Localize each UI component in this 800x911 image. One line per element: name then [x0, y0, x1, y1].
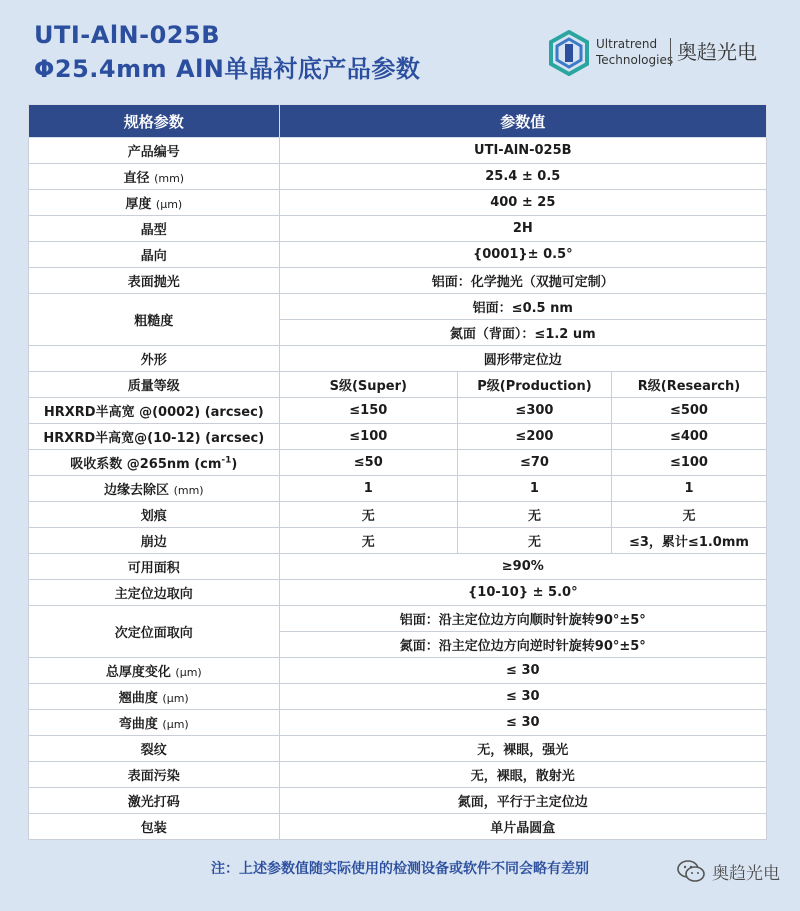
table-row — [29, 398, 767, 424]
row-value: 无，裸眼，散射光 — [279, 762, 766, 788]
wechat-icon — [676, 858, 706, 884]
table-row — [29, 424, 767, 450]
row-label: 吸收系数 @265nm $(cm^{-1})$ — [29, 450, 280, 476]
table-row — [29, 814, 767, 840]
row-value: 圆形带定位边 — [279, 346, 766, 372]
row-value: {10-10} ± 5.0° — [279, 580, 766, 606]
row-label: 可用面积 — [29, 554, 280, 580]
row-value: 铝面：沿主定位边方向顺时针旋转90°±5° — [279, 606, 766, 632]
table-row — [29, 372, 767, 398]
row-label: 激光打码 — [29, 788, 280, 814]
row-value: 铝面：化学抛光（双抛可定制） — [279, 268, 766, 294]
row-value: 氮面：沿主定位边方向逆时针旋转90°±5° — [279, 632, 766, 658]
wechat-watermark — [676, 858, 780, 884]
row-label: 主定位边取向 — [29, 580, 280, 606]
value-r: ≤400 — [611, 424, 766, 450]
row-label: 厚度 (μm) — [29, 190, 280, 216]
table-row — [29, 554, 767, 580]
row-value: ≤ 30 — [279, 710, 766, 736]
value-p: 无 — [457, 528, 611, 554]
table-row — [29, 190, 767, 216]
row-label: 边缘去除区 (mm) — [29, 476, 280, 502]
table-row — [29, 346, 767, 372]
row-label: 直径 (mm) — [29, 164, 280, 190]
value-r: 无 — [611, 502, 766, 528]
row-label: 总厚度变化 (μm) — [29, 658, 280, 684]
table-row — [29, 788, 767, 814]
table-row — [29, 580, 767, 606]
grade-p: P级(Production) — [457, 372, 611, 398]
row-value: 25.4 ± 0.5 — [279, 164, 766, 190]
grade-r: R级(Research) — [611, 372, 766, 398]
footnote: 注：上述参数值随实际使用的检测设备或软件不同会略有差别 — [211, 861, 589, 877]
row-value: 400 ± 25 — [279, 190, 766, 216]
table-row — [29, 528, 767, 554]
row-label: 产品编号 — [29, 138, 280, 164]
value-r: ≤100 — [611, 450, 766, 476]
row-label: 晶向 — [29, 242, 280, 268]
value-p: ≤200 — [457, 424, 611, 450]
row-label: 晶型 — [29, 216, 280, 242]
row-value: 无，裸眼，强光 — [279, 736, 766, 762]
table-row — [29, 684, 767, 710]
row-label: 次定位面取向 — [29, 606, 280, 658]
logo-chinese-text: 奥趋光电 — [670, 38, 757, 66]
row-label: 表面污染 — [29, 762, 280, 788]
row-value: ≤ 30 — [279, 684, 766, 710]
table-row — [29, 242, 767, 268]
row-label: 划痕 — [29, 502, 280, 528]
value-r: ≤500 — [611, 398, 766, 424]
value-s: 无 — [279, 502, 457, 528]
row-value: 氮面，平行于主定位边 — [279, 788, 766, 814]
value-s: 1 — [279, 476, 457, 502]
table-row — [29, 268, 767, 294]
row-label: HRXRD半高宽 @(0002) (arcsec) — [29, 398, 280, 424]
row-label: 弯曲度 (μm) — [29, 710, 280, 736]
header-value: 参数值 — [279, 105, 766, 138]
row-label: 粗糙度 — [29, 294, 280, 346]
product-name-title: Φ25.4mm AlN单晶衬底产品参数 — [34, 55, 421, 83]
table-row — [29, 606, 767, 632]
value-s: ≤100 — [279, 424, 457, 450]
table-row — [29, 502, 767, 528]
table-row — [29, 450, 767, 476]
value-r: 1 — [611, 476, 766, 502]
table-row — [29, 138, 767, 164]
value-p: 1 — [457, 476, 611, 502]
value-s: ≤50 — [279, 450, 457, 476]
row-label: 裂纹 — [29, 736, 280, 762]
spec-table — [28, 104, 767, 840]
row-label: 翘曲度 (μm) — [29, 684, 280, 710]
row-label: 表面抛光 — [29, 268, 280, 294]
row-value: 氮面（背面）：≤1.2 um — [279, 320, 766, 346]
row-value: 铝面：≤0.5 nm — [279, 294, 766, 320]
value-p: ≤70 — [457, 450, 611, 476]
row-label: 包装 — [29, 814, 280, 840]
company-logo — [548, 30, 778, 76]
row-value: {0001}± 0.5° — [279, 242, 766, 268]
title-block — [34, 18, 420, 86]
row-value: 2H — [279, 216, 766, 242]
row-label: HRXRD半高宽@(10-12) (arcsec) — [29, 424, 280, 450]
row-label: 外形 — [29, 346, 280, 372]
value-p: ≤300 — [457, 398, 611, 424]
header-spec: 规格参数 — [29, 105, 280, 138]
table-row — [29, 164, 767, 190]
table-row — [29, 710, 767, 736]
table-row — [29, 762, 767, 788]
product-code-title: UTI-AlN-025B — [34, 21, 220, 49]
value-s: ≤150 — [279, 398, 457, 424]
row-label: 质量等级 — [29, 372, 280, 398]
row-value: ≥90% — [279, 554, 766, 580]
grade-s: S级(Super) — [279, 372, 457, 398]
table-row — [29, 736, 767, 762]
row-value: 单片晶圆盒 — [279, 814, 766, 840]
table-row — [29, 294, 767, 320]
table-header-row — [29, 105, 767, 138]
logo-mark-icon — [548, 30, 590, 76]
table-row — [29, 216, 767, 242]
row-value: ≤ 30 — [279, 658, 766, 684]
value-s: 无 — [279, 528, 457, 554]
row-label: 崩边 — [29, 528, 280, 554]
value-r: ≤3，累计≤1.0mm — [611, 528, 766, 554]
table-row — [29, 658, 767, 684]
row-value: UTI-AlN-025B — [279, 138, 766, 164]
logo-english-text: Ultratrend Technologies — [596, 37, 674, 67]
value-p: 无 — [457, 502, 611, 528]
table-row — [29, 476, 767, 502]
watermark-text: 奥趋光电 — [712, 863, 780, 884]
